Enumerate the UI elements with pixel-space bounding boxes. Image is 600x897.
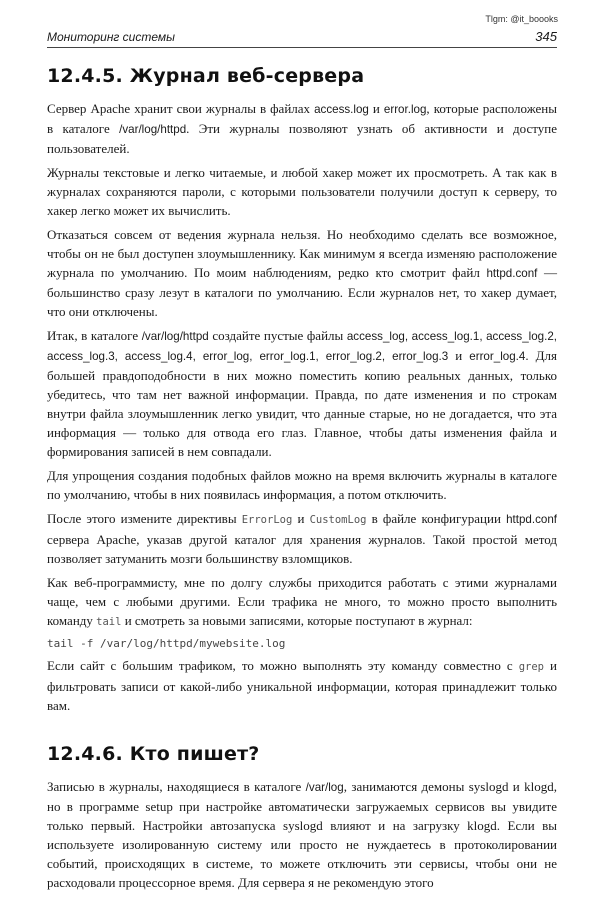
- text: и: [448, 348, 470, 363]
- file-name: httpd.conf: [486, 267, 538, 280]
- directory-path: /var/log/httpd: [141, 330, 209, 343]
- directive-name: ErrorLog: [241, 514, 293, 526]
- paragraph: Для упрощения создания подобных файлов можно на время включить журналы в каталоге по умолчанию, чтобы в них появилась информация, а потом отключить.: [47, 468, 557, 502]
- text: Записью в журналы, находящиеся в каталоге: [47, 779, 306, 794]
- page-body: [47, 58, 557, 897]
- directory-path: /var/log/httpd: [119, 123, 187, 136]
- directory-path: /var/log: [305, 781, 344, 794]
- paragraph: Журналы текстовые и легко читаемые, и любой хакер может их просмотреть. А так как в журналах сохраняются пароли, с которыми пользователи получили доступ к серверу, то хакер легко может их вычислить.: [47, 165, 557, 218]
- text: Как веб-программисту, мне по долгу службы приходится работать с этими журналами чаще, чем с любыми другими. Если трафика не много, то можно просто выполнить команду: [47, 575, 557, 628]
- text: и смотреть за новыми записями, которые поступают в журнал:: [121, 613, 473, 628]
- section-heading-who-writes: 12.4.6. Кто пишет?: [47, 743, 260, 765]
- paragraph: [47, 573, 557, 632]
- text: . Для большей правдоподобности в них можно поместить копию реальных данных, только убедитесь, что там нет важной информации. Правда, по дате изменения и по строкам внутри файла злоумышленник легко увидит, что данные старые, но не догадается, что эта информация — только для отвода его глаз. Главное, чтобы даты изменения файла и формирования записей в нем совпадали.: [47, 348, 557, 459]
- file-name: access.log: [314, 103, 369, 116]
- command-name: grep: [518, 661, 544, 673]
- text: и: [368, 101, 384, 116]
- running-title: Мониторинг системы: [47, 30, 175, 44]
- paragraph: [47, 777, 557, 892]
- file-name: error_log.4: [469, 350, 526, 363]
- text: в файле конфигурации: [366, 511, 507, 526]
- file-name: error.log: [383, 103, 427, 116]
- text: — большинство сразу лезут в каталоги по умолчанию. Если журналов нет, то хакер думает, что они отключены.: [47, 265, 558, 319]
- text: Отказаться совсем от ведения журнала нельзя. Но необходимо сделать все возможное, чтобы он не был доступен злоумышленнику. Как минимум я всегда изменяю расположение журнала по умолчанию. По моим наблюдениям, редко кто смотрит файл: [47, 227, 557, 280]
- file-name: httpd.conf: [506, 513, 558, 526]
- paragraph: [47, 509, 557, 568]
- text: , которые расположены в каталоге: [47, 101, 557, 136]
- text: и: [292, 511, 310, 526]
- paragraph: [47, 225, 557, 321]
- text: сервера Apache, указав другой каталог для хранения журналов. Такой простой метод позволяет затуманить мозги большинству взломщиков.: [47, 532, 557, 566]
- section-heading-web-server-log: 12.4.5. Журнал веб-сервера: [47, 65, 365, 87]
- text: Если сайт с большим трафиком, то можно выполнять эту команду совместно с: [47, 658, 519, 673]
- command-name: tail: [96, 616, 122, 628]
- paragraph: [47, 326, 557, 461]
- text: . Эти журналы позволяют узнать об активности и доступе пользователей.: [47, 121, 557, 156]
- text: Сервер Apache хранит свои журналы в файлах: [47, 101, 315, 116]
- paragraph: [47, 656, 557, 715]
- page-number: 345: [535, 29, 557, 44]
- directive-name: CustomLog: [309, 514, 367, 526]
- text: Итак, в каталоге: [47, 328, 142, 343]
- text: , занимаются демоны syslogd и klogd, но в программе setup при настройке автоматически загружаемых сервисов вы увидите только первый. Настройки автозапуска syslogd влияют и на загрузку klogd. Если вы используете изолированную систему или просто не нуждаетесь в протоколировании событий, происходящих в системе, то можете отключить эти сервисы, чтобы они не расходовали процессорное время. Для сервера я не рекомендую этого: [47, 779, 557, 890]
- channel-watermark: Tlgm: @it_boooks: [485, 14, 558, 24]
- section-gap: [47, 720, 557, 736]
- text: создайте пустые файлы: [208, 328, 347, 343]
- code-listing: tail -f /var/log/httpd/mywebsite.log: [47, 637, 286, 650]
- running-header: [47, 30, 557, 48]
- file-list: access_log, access_log.1, access_log.2, access_log.3, access_log.4, error_log, error_log.1, error_log.2, error_log.3: [47, 330, 558, 363]
- text: После этого измените директивы: [47, 511, 242, 526]
- text: и фильтровать записи от какой-либо уникальной информации, которая принадлежит только вам.: [47, 658, 557, 713]
- paragraph: [47, 99, 557, 158]
